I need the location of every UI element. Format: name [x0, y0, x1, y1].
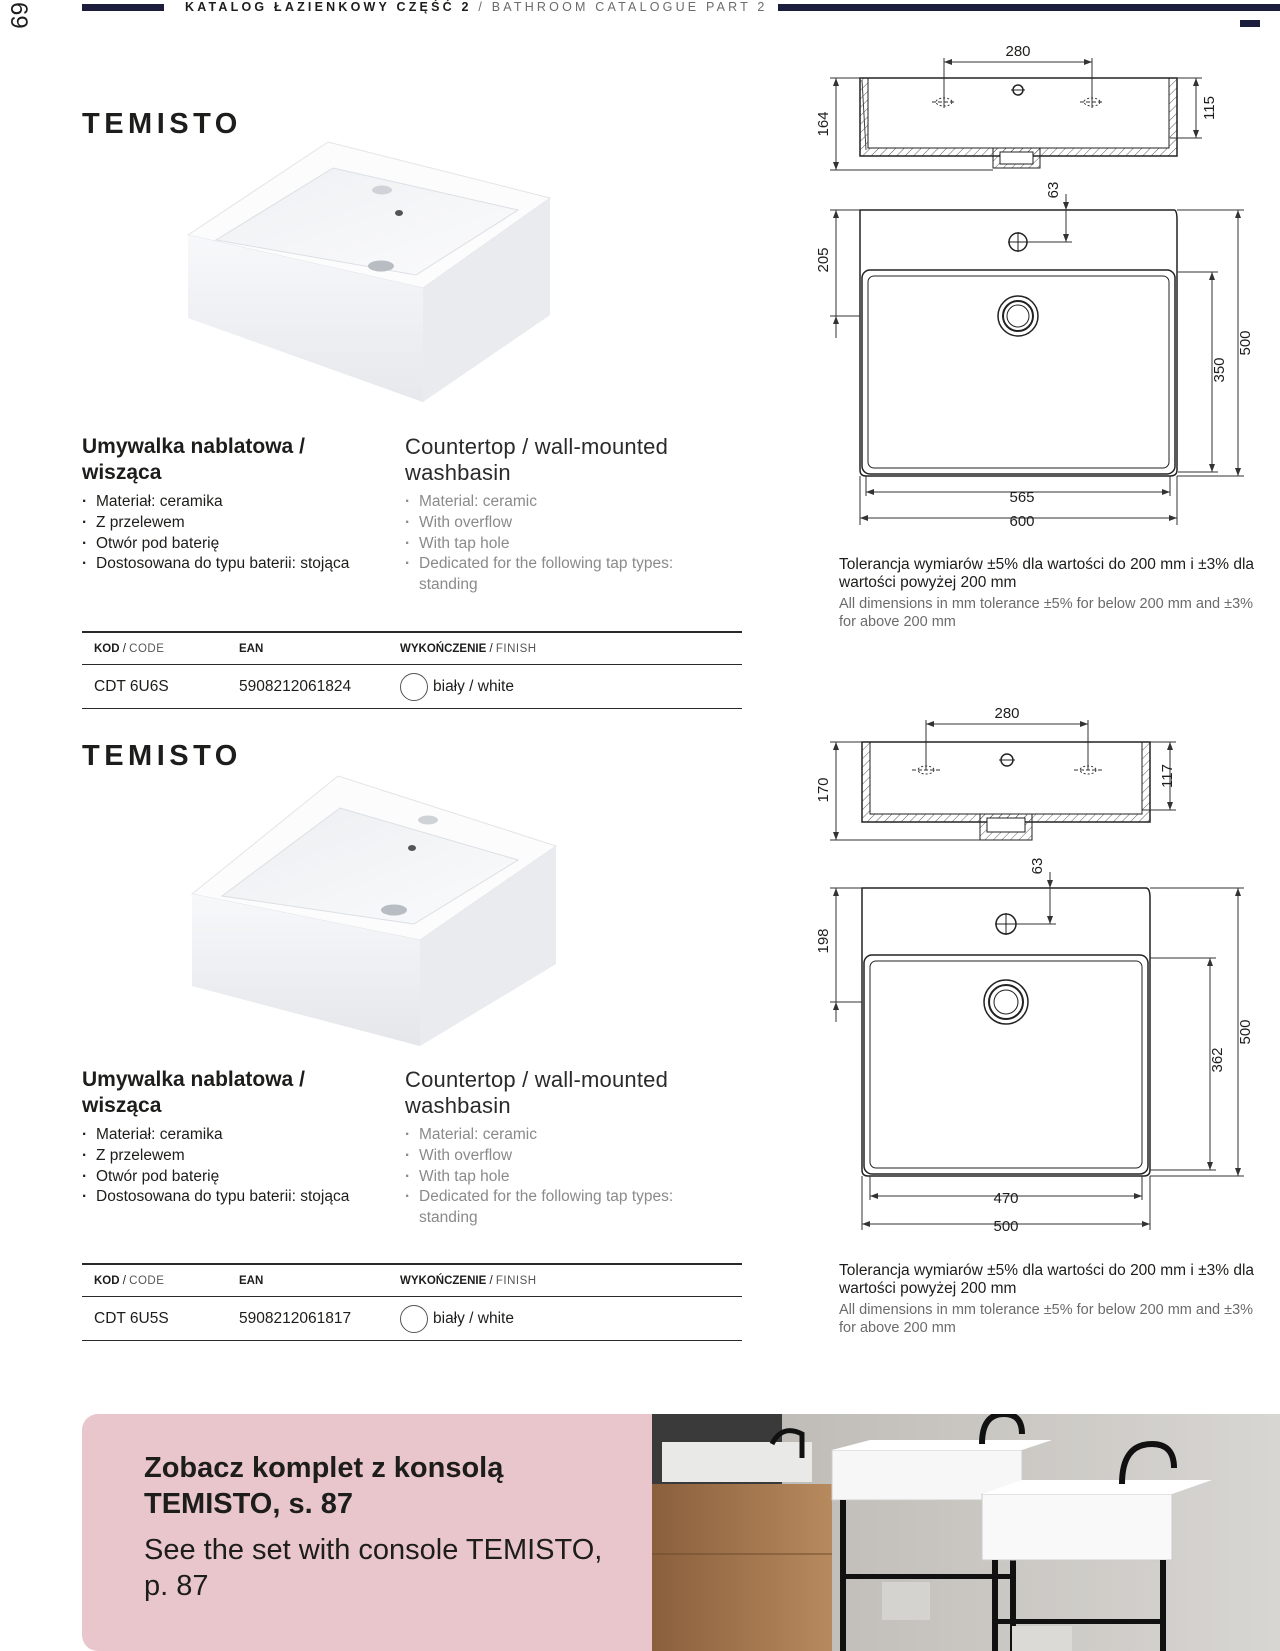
- dim-bowl-offset: 205: [815, 247, 832, 273]
- product-finish: biały / white: [400, 1297, 514, 1340]
- dim-tap-hole-offset: 63: [1029, 857, 1046, 875]
- header-finish: WYKOŃCZENIE / FINISH: [400, 1274, 537, 1287]
- header-bar-right: [778, 4, 1280, 11]
- list-item: · Otwór pod baterię: [82, 534, 402, 555]
- dim-bowl-width: 470: [993, 1190, 1019, 1207]
- dim-tap-spacing: 280: [994, 705, 1020, 722]
- list-item: · Otwór pod baterię: [82, 1167, 402, 1188]
- header-code: KOD / CODE: [94, 1274, 165, 1287]
- list-item: · With tap hole: [405, 534, 705, 555]
- dim-total-width: 500: [993, 1218, 1019, 1235]
- catalogue-header: [185, 0, 768, 14]
- features-list-en: [405, 492, 705, 596]
- tolerance-pl: Tolerancja wymiarów ±5% dla wartości do 200 mm i ±3% dla wartości powyżej 200 mm: [839, 1262, 1255, 1297]
- dim-bowl-width: 565: [1009, 489, 1035, 506]
- dim-bowl-offset: 198: [815, 928, 832, 954]
- tolerance-pl: Tolerancja wymiarów ±5% dla wartości do 200 mm i ±3% dla wartości powyżej 200 mm: [839, 556, 1255, 591]
- table-header: [82, 631, 742, 665]
- table-row: [82, 1297, 742, 1341]
- list-item: · With overflow: [405, 513, 705, 534]
- list-item: · Materiał: ceramika: [82, 492, 402, 513]
- list-item: · Z przelewem: [82, 1146, 402, 1167]
- dim-tap-spacing: 280: [1005, 43, 1031, 60]
- top-view-drawing: [800, 180, 1260, 540]
- header-finish: WYKOŃCZENIE / FINISH: [400, 642, 537, 655]
- product-name-pl: Umywalka nablatowa / wisząca: [82, 1068, 305, 1117]
- page-number: 69: [5, 2, 32, 29]
- product-name-en: Countertop / wall-mounted washbasin: [405, 434, 669, 485]
- product-title: TEMISTO: [82, 740, 242, 772]
- features-list-pl: [82, 492, 402, 575]
- product-title: TEMISTO: [82, 108, 242, 140]
- dim-bowl-depth: 115: [1201, 96, 1218, 120]
- dim-bowl-length: 362: [1209, 1047, 1226, 1073]
- white-swatch-icon: [400, 673, 428, 701]
- dim-height: 170: [815, 777, 832, 803]
- product-ean: 5908212061817: [239, 1309, 352, 1327]
- promo-text: [144, 1450, 624, 1604]
- list-item: · Dostosowana do typu baterii: stojąca: [82, 554, 402, 575]
- header-separator: /: [471, 0, 492, 14]
- header-title-pl: KATALOG ŁAZIENKOWY CZĘŚĆ 2: [185, 0, 472, 14]
- features-list-pl: [82, 1125, 402, 1208]
- product-name-pl: Umywalka nablatowa / wisząca: [82, 435, 305, 484]
- tolerance-en: All dimensions in mm tolerance ±5% for below 200 mm and ±3% for above 200 mm: [839, 596, 1254, 630]
- list-item: · With tap hole: [405, 1167, 705, 1188]
- header-ean: EAN: [239, 1274, 264, 1287]
- dim-tap-hole-offset: 63: [1045, 181, 1062, 199]
- washbasin-photo: [178, 140, 558, 412]
- dim-bowl-length: 350: [1211, 357, 1228, 383]
- list-item: · Dedicated for the following tap types: standing: [405, 1187, 705, 1229]
- side-view-drawing: [800, 40, 1220, 180]
- list-item: · Material: ceramic: [405, 492, 705, 513]
- dim-bowl-depth: 117: [1159, 764, 1176, 788]
- white-swatch-icon: [400, 1305, 428, 1333]
- header-bar-left: [82, 4, 164, 11]
- header-title-en: BATHROOM CATALOGUE PART 2: [491, 0, 768, 14]
- list-item: · Z przelewem: [82, 513, 402, 534]
- tolerance-en: All dimensions in mm tolerance ±5% for below 200 mm and ±3% for above 200 mm: [839, 1302, 1254, 1336]
- product-code-table: [82, 1263, 742, 1341]
- list-item: · With overflow: [405, 1146, 705, 1167]
- header-mark: [1240, 20, 1260, 27]
- bathroom-set-photo: [652, 1414, 1280, 1651]
- table-header: [82, 1263, 742, 1297]
- header-ean: EAN: [239, 642, 264, 655]
- product-ean: 5908212061824: [239, 677, 352, 695]
- promo-text-pl: Zobacz komplet z konsolą TEMISTO, s. 87: [144, 1452, 504, 1520]
- tolerance-note: [839, 1262, 1259, 1337]
- tolerance-note: [839, 556, 1259, 631]
- list-item: · Dostosowana do typu baterii: stojąca: [82, 1187, 402, 1208]
- product-code: CDT 6U6S: [94, 677, 169, 695]
- dim-total-length: 500: [1237, 330, 1254, 356]
- features-list-en: [405, 1125, 705, 1229]
- dim-total-width: 600: [1009, 513, 1035, 530]
- top-view-drawing: [800, 858, 1260, 1238]
- product-finish: biały / white: [400, 665, 514, 708]
- dim-height: 164: [815, 111, 832, 137]
- promo-text-en: See the set with console TEMISTO, p. 87: [144, 1534, 603, 1602]
- promo-banner[interactable]: [82, 1414, 1280, 1651]
- list-item: · Dedicated for the following tap types: standing: [405, 554, 705, 596]
- list-item: · Materiał: ceramika: [82, 1125, 402, 1146]
- product-code: CDT 6U5S: [94, 1309, 169, 1327]
- list-item: · Material: ceramic: [405, 1125, 705, 1146]
- side-view-drawing: [800, 702, 1220, 842]
- table-row: [82, 665, 742, 709]
- product-code-table: [82, 631, 742, 709]
- product-name-en: Countertop / wall-mounted washbasin: [405, 1067, 669, 1118]
- dim-total-length: 500: [1237, 1019, 1254, 1045]
- washbasin-photo: [188, 774, 560, 1050]
- header-code: KOD / CODE: [94, 642, 165, 655]
